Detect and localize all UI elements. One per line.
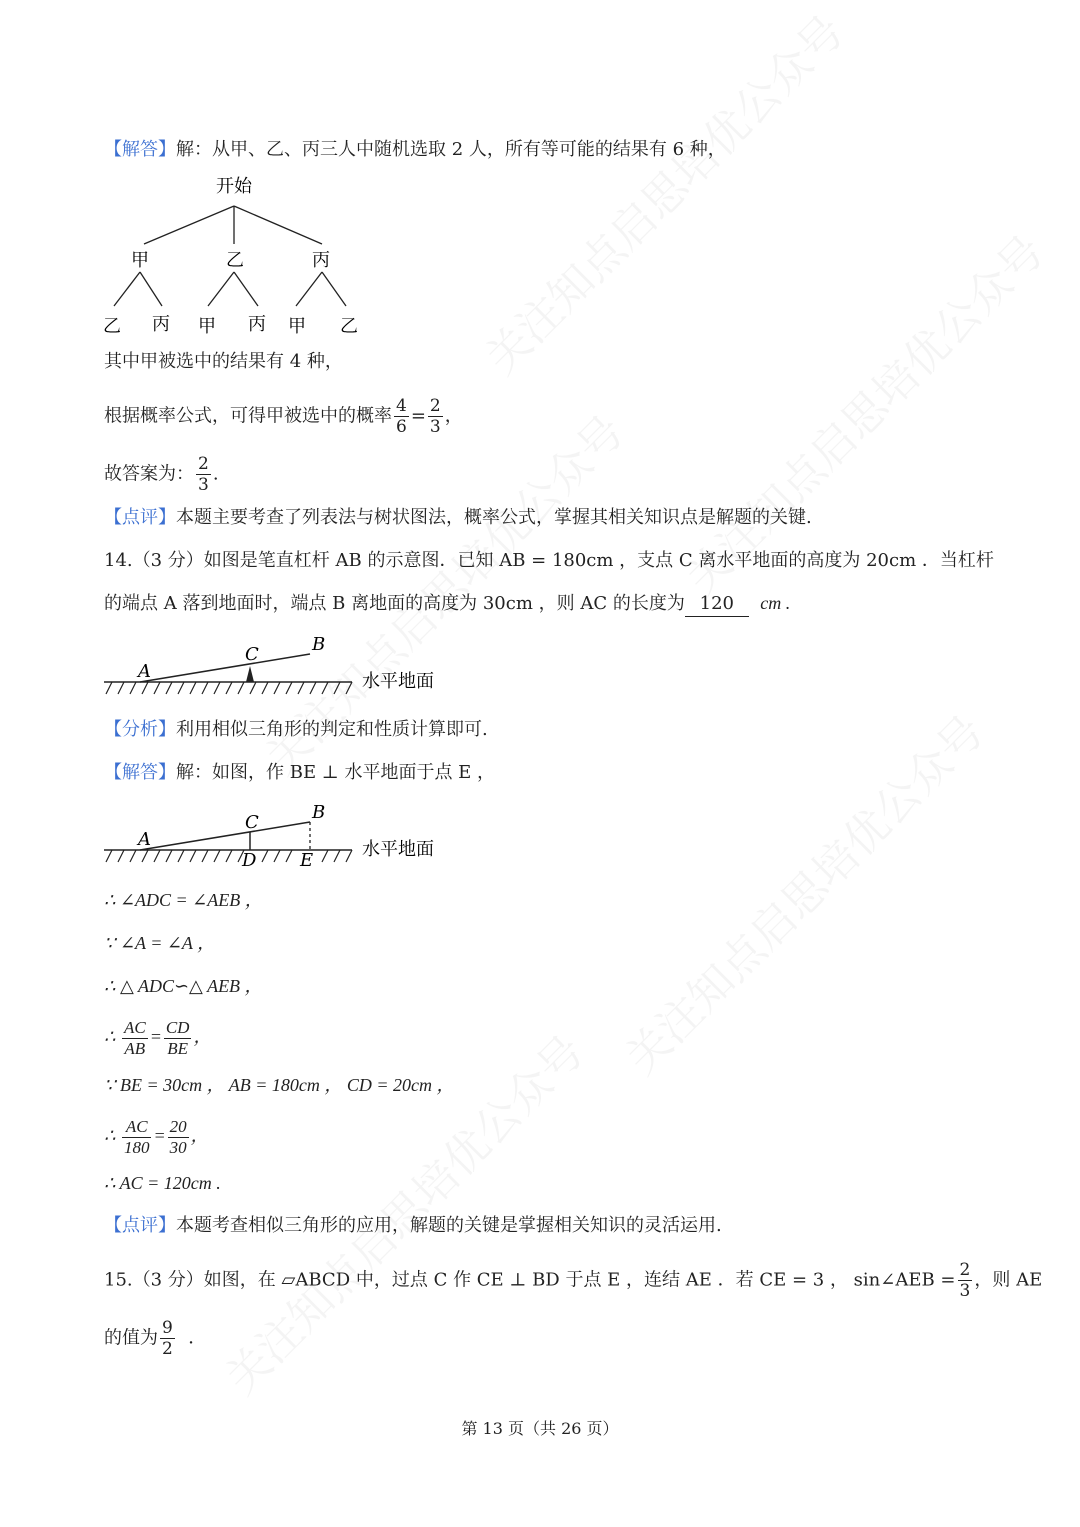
tree-l2-4: 丙 bbox=[248, 314, 266, 335]
fraction: $\frac{20}{30}$ bbox=[169, 1117, 187, 1157]
tree-diagram bbox=[100, 170, 370, 340]
label-B: B bbox=[312, 634, 326, 655]
q14-comment-line: 【点评】本题考查相似三角形的应用，解题的关键是掌握相关知识的灵活运用. bbox=[104, 1215, 722, 1236]
watermark bbox=[668, 218, 1055, 605]
fraction: $\frac{CD}{BE}$ bbox=[165, 1018, 190, 1058]
q14-solution-line: 【解答】解：如图，作 BE ⊥ 水平地面于点 E ， bbox=[104, 762, 496, 783]
fraction: $\frac{AC}{AB}$ bbox=[123, 1018, 146, 1058]
tree-l1-jia: 甲 bbox=[131, 250, 149, 271]
q13-solution-text: 解：从甲、乙、丙三人中随机选取 2 人，所有等可能的结果有 6 种， bbox=[176, 139, 726, 160]
q14-step2: ∵ ∠A = ∠A ， bbox=[104, 933, 216, 953]
q14-step6: ∴ $\frac{AC}{180}$ = $\frac{20}{30}$ ， bbox=[104, 1117, 209, 1157]
tree-l2-2: 丙 bbox=[152, 314, 170, 335]
q14-step7: ∴ AC = 120cm . bbox=[104, 1173, 221, 1193]
q13-selected-line: 其中甲被选中的结果有 4 种， bbox=[104, 351, 343, 372]
fraction: $\frac{2}{3}$ bbox=[959, 1260, 971, 1301]
label-C: C bbox=[245, 812, 259, 833]
q14-stem-line1: 14.（3 分）如图是笔直杠杆 AB 的示意图．已知 AB = 180cm ，支点 C 离水平地面的高度为 20cm ．当杠杆 bbox=[104, 550, 994, 571]
dianping-tag: 【点评】 bbox=[104, 1215, 176, 1236]
label-A: A bbox=[138, 661, 151, 682]
label-ground: 水平地面 bbox=[362, 671, 434, 692]
q13-solution-line bbox=[104, 138, 726, 162]
label-ground: 水平地面 bbox=[362, 839, 434, 860]
q14-stem-line2: 的端点 A 落到地面时，端点 B 离地面的高度为 30cm ，则 AC 的长度为 120 cm . bbox=[104, 591, 790, 617]
q15-stem-line1: 15.（3 分）如图，在 ▱ABCD 中，过点 C 作 CE ⊥ BD 于点 E ，连结 AE ．若 CE = 3 ， sin∠AEB = $\frac{2}{3}$ ，则 AE bbox=[104, 1260, 1043, 1301]
q13-probability-line: 根据概率公式，可得甲被选中的概率 $\frac{4}{6}$ = $\frac{2}{3}$ ， bbox=[104, 396, 463, 437]
fraction: $\frac{9}{2}$ bbox=[162, 1318, 173, 1359]
lever-figure bbox=[100, 630, 460, 700]
label-C: C bbox=[245, 644, 259, 665]
fraction: $\frac{2}{3}$ bbox=[429, 396, 441, 437]
fraction: $\frac{4}{6}$ bbox=[396, 396, 407, 437]
dianping-tag: 【点评】 bbox=[104, 507, 176, 528]
q15-stem-line2: 的值为 $\frac{9}{2}$ ． bbox=[104, 1318, 207, 1359]
q14-step5: ∵ BE = 30cm ， AB = 180cm ， CD = 20cm ， bbox=[104, 1075, 455, 1095]
fraction: $\frac{AC}{180}$ bbox=[123, 1117, 150, 1157]
tree-l2-5: 甲 bbox=[288, 316, 306, 337]
q13-comment-line: 【点评】本题主要考查了列表法与树状图法，概率公式，掌握其相关知识点是解题的关键. bbox=[104, 507, 812, 528]
q14-step4: ∴ $\frac{AC}{AB}$ = $\frac{CD}{BE}$ ， bbox=[104, 1018, 212, 1058]
watermark bbox=[468, 0, 855, 386]
q13-answer-line: 故答案为： $\frac{2}{3}$ . bbox=[104, 454, 219, 495]
q14-analysis-line: 【分析】利用相似三角形的判定和性质计算即可. bbox=[104, 719, 488, 740]
tree-l2-3: 甲 bbox=[198, 316, 216, 337]
tree-l1-bing: 丙 bbox=[312, 250, 330, 271]
jieda-tag: 【解答】 bbox=[104, 762, 176, 783]
page-footer: 第 13 页（共 26 页） bbox=[461, 1419, 619, 1438]
label-B: B bbox=[312, 802, 326, 823]
jieda-tag: 【解答】 bbox=[104, 139, 176, 160]
q14-step3: ∴ △ ADC∽△ AEB ， bbox=[104, 976, 263, 996]
label-D: D bbox=[242, 850, 257, 870]
tree-l1-yi: 乙 bbox=[226, 250, 244, 271]
tree-root: 开始 bbox=[216, 176, 252, 197]
tree-l2-1: 乙 bbox=[103, 316, 121, 337]
tree-l2-6: 乙 bbox=[340, 316, 358, 337]
fraction: $\frac{2}{3}$ bbox=[198, 454, 209, 495]
label-E: E bbox=[300, 850, 314, 870]
fenxi-tag: 【分析】 bbox=[104, 719, 176, 740]
q14-step1: ∴ ∠ADC = ∠AEB ， bbox=[104, 890, 263, 910]
watermark bbox=[608, 698, 995, 1085]
lever-figure-with-perpendicular bbox=[100, 798, 460, 870]
answer-blank: 120 bbox=[685, 592, 749, 617]
label-A: A bbox=[138, 829, 151, 850]
